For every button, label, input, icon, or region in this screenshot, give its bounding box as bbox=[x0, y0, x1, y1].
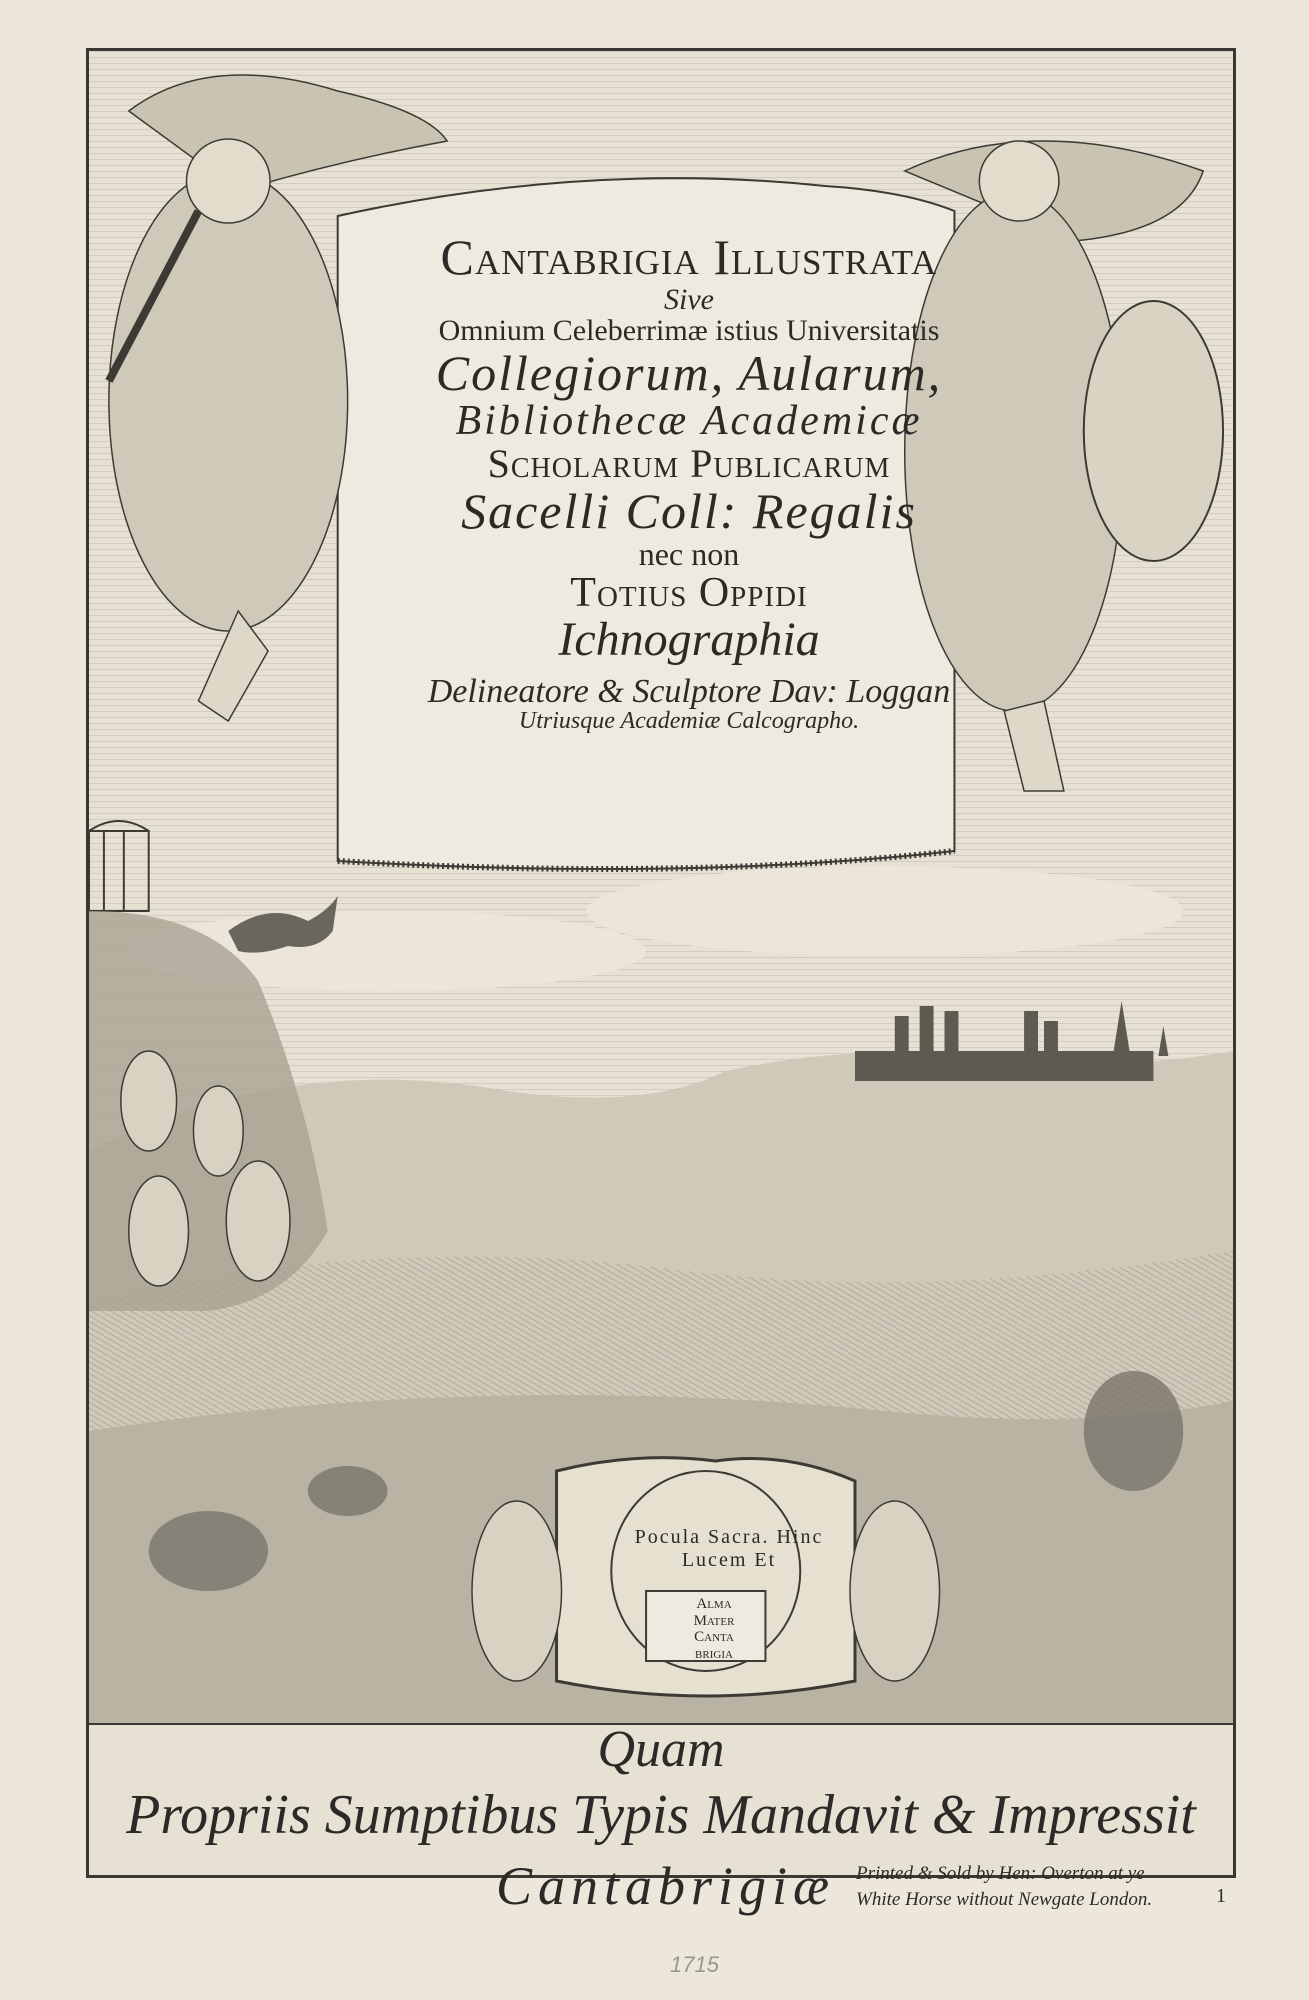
ichnographia-line: Ichnographia bbox=[558, 613, 820, 667]
imprint bbox=[86, 1720, 1236, 1925]
pencil-date-note: 1715 bbox=[670, 1952, 719, 1977]
propriis-line: Propriis Sumptibus Typis Mandavit & Impressit bbox=[126, 1784, 1196, 1846]
bibliothecae-line: Bibliothecæ Academicæ bbox=[455, 398, 923, 444]
cartouche-motto: Pocula Sacra. Hinc Lucem Et bbox=[634, 1526, 824, 1571]
plaque-line: Canta bbox=[694, 1629, 734, 1645]
title-banner-text bbox=[389, 231, 989, 735]
sacelli-line: Sacelli Coll: Regalis bbox=[461, 483, 917, 540]
quam-line: Quam bbox=[597, 1721, 725, 1778]
cantabrigiae-word: Cantabrigiæ bbox=[496, 1856, 836, 1916]
delineatore-line: Delineatore & Sculptore Dav: Loggan bbox=[427, 672, 951, 710]
printer-line: Printed & Sold by Hen: Overton at ye bbox=[856, 1863, 1145, 1884]
cantabrigiae-row bbox=[86, 1855, 1236, 1925]
printer-line: White Horse without Newgate London. bbox=[856, 1888, 1153, 1910]
plaque-line: Alma bbox=[696, 1596, 732, 1612]
sive-line: Sive bbox=[664, 282, 714, 316]
plaque-line: Mater bbox=[693, 1612, 735, 1629]
page-number: 1 bbox=[1216, 1885, 1226, 1907]
engraving-area bbox=[89, 51, 1233, 1725]
title-line: Cantabrigia Illustrata bbox=[440, 229, 938, 285]
cartouche-plaque bbox=[639, 1596, 789, 1662]
totius-line: Totius Oppidi bbox=[570, 570, 808, 617]
nec-non-line: nec non bbox=[638, 535, 740, 572]
collegiorum-line: Collegiorum, Aularum, bbox=[435, 344, 943, 401]
omnium-line: Omnium Celeberrimæ istius Universitatis bbox=[438, 314, 940, 347]
engraved-plate bbox=[86, 48, 1236, 1878]
printer-note bbox=[856, 1861, 1152, 1912]
calcographo-line: Utriusque Academiæ Calcographo. bbox=[518, 708, 860, 735]
scholarum-line: Scholarum Publicarum bbox=[487, 441, 891, 487]
plaque-line: brigia bbox=[695, 1645, 733, 1662]
